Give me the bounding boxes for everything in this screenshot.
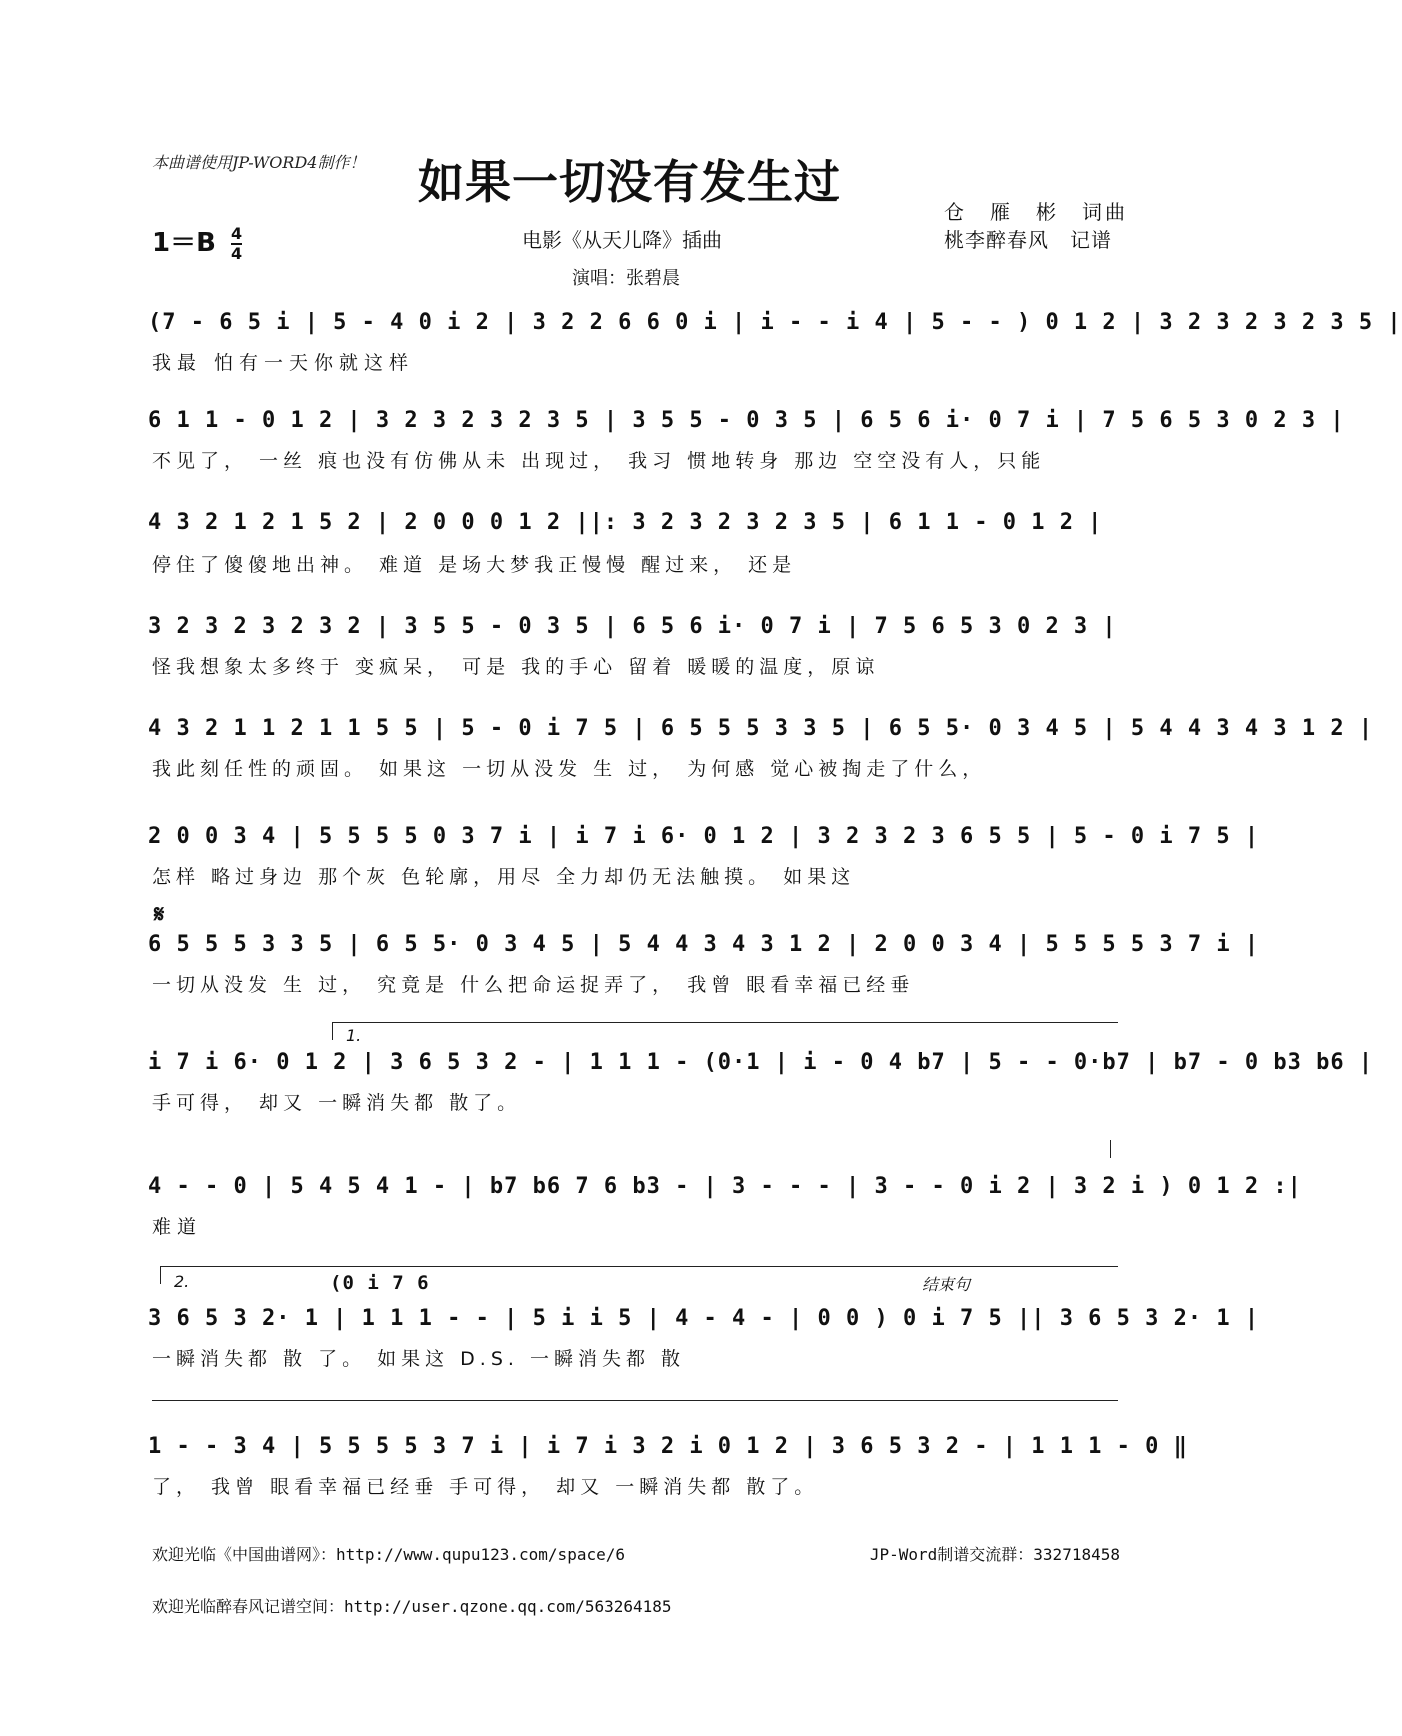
volta-1-label: 1. [346, 1026, 362, 1045]
footer-group-info: JP-Word制谱交流群：332718458 [869, 1545, 1120, 1564]
lyric-row-4: 怪我想象太多终于 变疯呆， 可是 我的手心 留着 暖暖的温度，原谅 [152, 656, 880, 678]
singer: 演唱：张碧晨 [572, 268, 680, 289]
time-signature-bottom: 4 [230, 243, 243, 263]
coda-label: 结束句 [922, 1275, 971, 1294]
segno-sign: 𝄋 [154, 900, 165, 928]
volta-2-label: 2. [174, 1272, 190, 1291]
key-label: 1＝B [152, 228, 216, 258]
notation-row-10: 3 6 5 3 2· 1 | 1 1 1 - - | 5 i i 5 | 4 - 4 - | 0 0 ) 0 i 7 5 || 3 6 5 3 2· 1 | [148, 1306, 1260, 1331]
lyric-row-1: 我最 怕有一天你就这样 [152, 352, 415, 374]
key-signature [152, 222, 242, 262]
notation-row-9: 4 - - 0 | 5 4 5 4 1 - | b7 b6 7 6 b3 - | 3 - - - | 3 - - 0 i 2 | 3 2 i ) 0 1 2 :| [148, 1174, 1302, 1199]
lyric-row-3: 停住了傻傻地出神。 难道 是场大梦我正慢慢 醒过来， 还是 [152, 554, 797, 576]
volta-1-bracket [332, 1022, 1118, 1023]
footer-site-link: 欢迎光临《中国曲谱网》：http://www.qupu123.com/space/6 [152, 1545, 625, 1564]
volta-2-bracket-start [160, 1266, 161, 1284]
lyric-row-6: 怎样 略过身边 那个灰 色轮廓，用尽 全力却仍无法触摸。 如果这 [152, 866, 856, 888]
upper-notation-row-10: (0 i 7 6 [330, 1272, 430, 1294]
volta-1-bracket-end [1110, 1140, 1111, 1158]
row-separator [152, 1400, 1118, 1401]
subtitle: 电影《从天儿降》插曲 [522, 228, 722, 252]
notation-row-4: 3 2 3 2 3 2 3 2 | 3 5 5 - 0 3 5 | 6 5 6 i· 0 7 i | 7 5 6 5 3 0 2 3 | [148, 614, 1117, 639]
lyric-row-7: 一切从没发 生 过， 究竟是 什么把命运捉弄了， 我曾 眼看幸福已经垂 [152, 974, 915, 996]
volta-1-bracket-start [332, 1022, 333, 1040]
software-credit: 本曲谱使用JP-WORD4制作！ [152, 153, 366, 172]
time-signature-top: 4 [230, 223, 243, 243]
notation-row-7: 6 5 5 5 3 3 5 | 6 5 5· 0 3 4 5 | 5 4 4 3 4 3 1 2 | 2 0 0 3 4 | 5 5 5 5 3 7 i | [148, 932, 1260, 957]
lyric-row-10: 一瞬消失都 散 了。 如果这 D.S. 一瞬消失都 散 [152, 1348, 686, 1370]
footer-space-link: 欢迎光临醉春风记谱空间：http://user.qzone.qq.com/563264185 [152, 1597, 672, 1616]
lyric-row-5: 我此刻任性的顽固。 如果这 一切从没发 生 过， 为何感 觉心被掏走了什么， [152, 758, 987, 780]
lyric-row-11: 了， 我曾 眼看幸福已经垂 手可得， 却又 一瞬消失都 散了。 [152, 1476, 819, 1498]
composer-credit: 仓 雁 彬 词曲 [944, 200, 1128, 224]
lyric-row-9: 难道 [152, 1216, 203, 1238]
lyric-row-2: 不见了， 一丝 痕也没有仿佛从未 出现过， 我习 惯地转身 那边 空空没有人，只能 [152, 450, 1046, 472]
notation-row-5: 4 3 2 1 1 2 1 1 5 5 | 5 - 0 i 7 5 | 6 5 5 5 3 3 5 | 6 5 5· 0 3 4 5 | 5 4 4 3 4 3 1 2 | [148, 716, 1374, 741]
notator-credit: 桃李醉春风 记谱 [944, 228, 1112, 252]
song-title: 如果一切没有发生过 [418, 155, 841, 209]
lyric-row-8: 手可得， 却又 一瞬消失都 散了。 [152, 1092, 522, 1114]
notation-row-3: 4 3 2 1 2 1 5 2 | 2 0 0 0 1 2 ||: 3 2 3 2 3 2 3 5 | 6 1 1 - 0 1 2 | [148, 510, 1103, 535]
notation-row-2: 6 1 1 - 0 1 2 | 3 2 3 2 3 2 3 5 | 3 5 5 - 0 3 5 | 6 5 6 i· 0 7 i | 7 5 6 5 3 0 2 3 | [148, 408, 1345, 433]
time-signature [230, 223, 243, 263]
notation-row-6: 2 0 0 3 4 | 5 5 5 5 0 3 7 i | i 7 i 6· 0 1 2 | 3 2 3 2 3 6 5 5 | 5 - 0 i 7 5 | [148, 824, 1260, 849]
notation-row-1: (7 - 6 5 i | 5 - 4 0 i 2 | 3 2 2 6 6 0 i | i - - i 4 | 5 - - ) 0 1 2 | 3 2 3 2 3 2 3 5 | [148, 310, 1402, 335]
notation-row-8: i 7 i 6· 0 1 2 | 3 6 5 3 2 - | 1 1 1 - (0·1 | i - 0 4 b7 | 5 - - 0·b7 | b7 - 0 b3 b6 | [148, 1050, 1374, 1075]
volta-2-bracket [160, 1266, 1118, 1267]
notation-row-11: 1 - - 3 4 | 5 5 5 5 3 7 i | i 7 i 3 2 i 0 1 2 | 3 6 5 3 2 - | 1 1 1 - 0 ‖ [148, 1434, 1188, 1459]
